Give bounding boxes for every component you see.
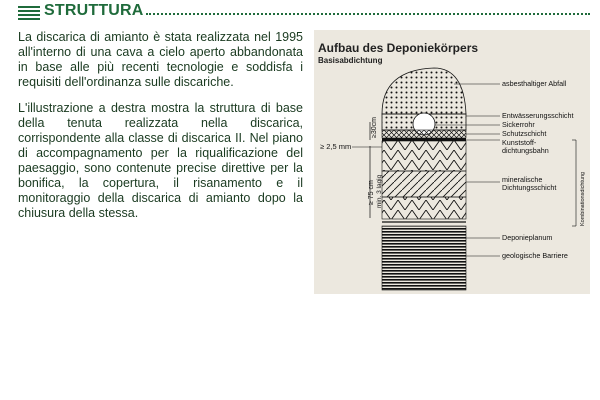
label-planum: Deponieplanum: [502, 233, 553, 242]
menu-lines-icon: [18, 6, 40, 20]
label-protection: Schutzschicht: [502, 129, 547, 138]
diagram-title: Aufbau des Deponiekörpers: [318, 41, 479, 55]
label-pipe: Sickerrohr: [502, 120, 535, 129]
label-asbestos: asbesthaltiger Abfall: [502, 79, 567, 88]
paragraph-2: L'illustrazione a destra mostra la struttura di base della tenuta realizzata nella discarica, corrispondente alla classe di discarica II. Nel piano di accompagnamento per la riqualificazione del paesaggio, sono contenute precise direttive per la bonifica, la copertura, il risanamento e il monitoraggio della discarica di amianto dopo la chiusura della stessa.: [18, 101, 303, 220]
landfill-structure-diagram: [314, 30, 590, 294]
section-header: [18, 2, 590, 24]
protection-layer: [382, 130, 466, 138]
label-mineral-2: Dichtungsschicht: [502, 183, 557, 192]
header-divider: [146, 13, 590, 15]
mineral-layer-1: [382, 141, 466, 171]
label-drainage: Entwässerungsschicht: [502, 111, 574, 120]
diagram-svg: [314, 30, 590, 294]
dim-75cm: ≥ 75 cm: [368, 180, 375, 205]
paragraph-1: La discarica di amianto è stata realizzata nel 1995 all'interno di una cava a cielo aperto abbandonata in base alle più recenti tecnologie e soddisfa i requisiti dell'ordinanza sulle discariche.: [18, 30, 303, 89]
asbestos-waste-layer: [382, 68, 466, 114]
plastic-membrane: [382, 138, 466, 141]
dim-layers: min. 3 lagig: [376, 174, 383, 208]
dim-30cm: ≥30cm: [371, 117, 378, 138]
label-mineral-1: mineralische: [502, 175, 543, 184]
intro-text: [18, 30, 303, 90]
section-title: STRUTTURA: [44, 2, 144, 19]
mineral-layer-3: [382, 197, 466, 219]
label-kombination: Kombinationsdichtung: [580, 171, 586, 226]
label-plastic-1: Kunststoff-: [502, 138, 537, 147]
diagram-subtitle: Basisabdichtung: [318, 56, 383, 65]
mineral-layer-2: [382, 171, 466, 197]
description-text: [18, 101, 303, 221]
label-barrier: geologische Barriere: [502, 251, 568, 260]
label-plastic-2: dichtungsbahn: [502, 146, 549, 155]
dim-2-5mm: ≥ 2,5 mm: [320, 142, 352, 151]
geological-barrier: [382, 226, 466, 290]
